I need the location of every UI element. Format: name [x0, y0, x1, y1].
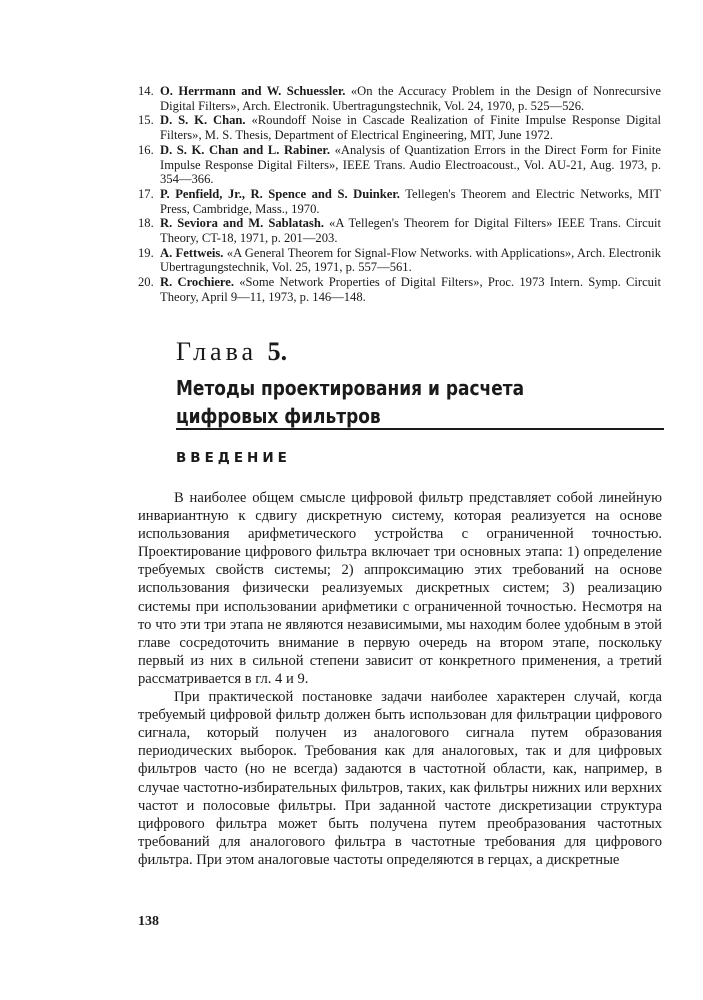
- chapter-number: 5.: [267, 337, 288, 366]
- chapter-title: Методы проектирования и расчета цифровых фильтров: [176, 376, 525, 428]
- paragraph: При практической постановке задачи наиболее характерен случай, когда требуемый цифровой фильтр должен быть использован для фильтрации цифрового сигнала, который получен из аналогового сигнала путем образования периодических выборок. Требования как для аналоговых, так и для цифровых фильтров часто (но не всегда) задаются в частотной области, как, например, в случае частотно-избирательных фильтров, таких, как фильтры нижних или верхних частот и полосовые фильтры. При заданной частоте дискретизации структура цифрового фильтра может быть получена путем преобразования частотных требований для аналогового фильтра в частотные требования для цифрового фильтра. При этом аналоговые частоты определяются в герцах, а дискретные: [138, 689, 662, 868]
- reference-authors: R. Crochiere.: [160, 275, 235, 290]
- reference-number: 15.: [138, 113, 154, 128]
- reference-authors: P. Penfield, Jr., R. Spence and S. Duinker.: [160, 186, 400, 201]
- reference-number: 17.: [138, 186, 154, 201]
- reference-number: 16.: [138, 142, 154, 157]
- reference-text: «Roundoff Noise in Cascade Realization of Finite Impulse Response Digital Filters», M. S. Thesis, Department of Electrical Engineering, MIT, June 1972.: [160, 113, 661, 143]
- reference-item: [138, 275, 661, 304]
- reference-number: 19.: [138, 245, 154, 260]
- reference-item: [138, 143, 661, 187]
- reference-authors: R. Seviora and M. Sablatash.: [160, 216, 324, 231]
- reference-item: [138, 113, 661, 142]
- reference-item: [138, 187, 661, 216]
- reference-authors: D. S. K. Chan and L. Rabiner.: [160, 142, 331, 157]
- page-number: 138: [138, 914, 159, 929]
- chapter-label: Глава: [176, 337, 258, 366]
- reference-number: 14.: [138, 84, 154, 98]
- reference-authors: A. Fettweis.: [160, 245, 224, 260]
- reference-item: [138, 216, 661, 245]
- reference-text: «Some Network Properties of Digital Filters», Proc. 1973 Intern. Symp. Circuit Theory, April 9—11, 1973, p. 146—148.: [160, 275, 661, 304]
- reference-text: «A General Theorem for Signal-Flow Networks. with Applications», Arch. Electronik Ubertragungstechnik, Vol. 25, 1971, p. 557—561.: [160, 245, 662, 275]
- reference-item: [138, 246, 661, 275]
- reference-authors: O. Herrmann and W. Schuessler.: [160, 84, 346, 98]
- reference-text: «On the Accuracy Problem in the Design of Nonrecursive Digital Filters», Arch. Electronik. Ubertragungstechnik, Vol. 24, 1970, p. 525—526.: [160, 84, 661, 113]
- reference-number: 18.: [138, 216, 154, 231]
- reference-number: 20.: [138, 275, 154, 290]
- chapter-divider: [176, 428, 664, 430]
- reference-authors: D. S. K. Chan.: [160, 113, 246, 128]
- reference-item: [138, 84, 661, 113]
- reference-list: [138, 84, 661, 305]
- reference-text: «Analysis of Quantization Errors in the Direct Form for Finite Impulse Response Digital Filters», IEEE Trans. Audio Electroacoust., Vol. AU-21, Aug. 1973, p. 354—366.: [160, 142, 661, 187]
- reference-text: Tellegen's Theorem and Electric Networks, MIT Press, Cambridge, Mass., 1970.: [160, 186, 661, 216]
- reference-text: «A Tellegen's Theorem for Digital Filters» IEEE Trans. Circuit Theory, CT-18, 1971, p. 201—203.: [160, 216, 662, 246]
- body-text: [138, 489, 662, 869]
- section-title: ВВЕДЕНИЕ: [176, 450, 291, 466]
- paragraph: В наиболее общем смысле цифровой фильтр представляет собой линейную инвариантную к сдвигу дискретную систему, которая реализуется на основе использования арифметического устройства с ограниченной точностью. Проектирование цифрового фильтра включает три основных этапа: 1) определение требуемых свойств системы; 2) аппроксимацию этих требований на основе использования физически реализуемых дискретных систем; 3) реализацию системы при использовании арифметики с ограниченной точностью. Несмотря на то что эти три этапа не являются независимыми, мы находим более удобным в этой главе сосредоточить внимание в первую очередь на втором этапе, поскольку первый из них в сильной степени зависит от конкретного применения, а третий рассматривается в гл. 4 и 9.: [138, 490, 662, 687]
- chapter-heading: [176, 337, 287, 367]
